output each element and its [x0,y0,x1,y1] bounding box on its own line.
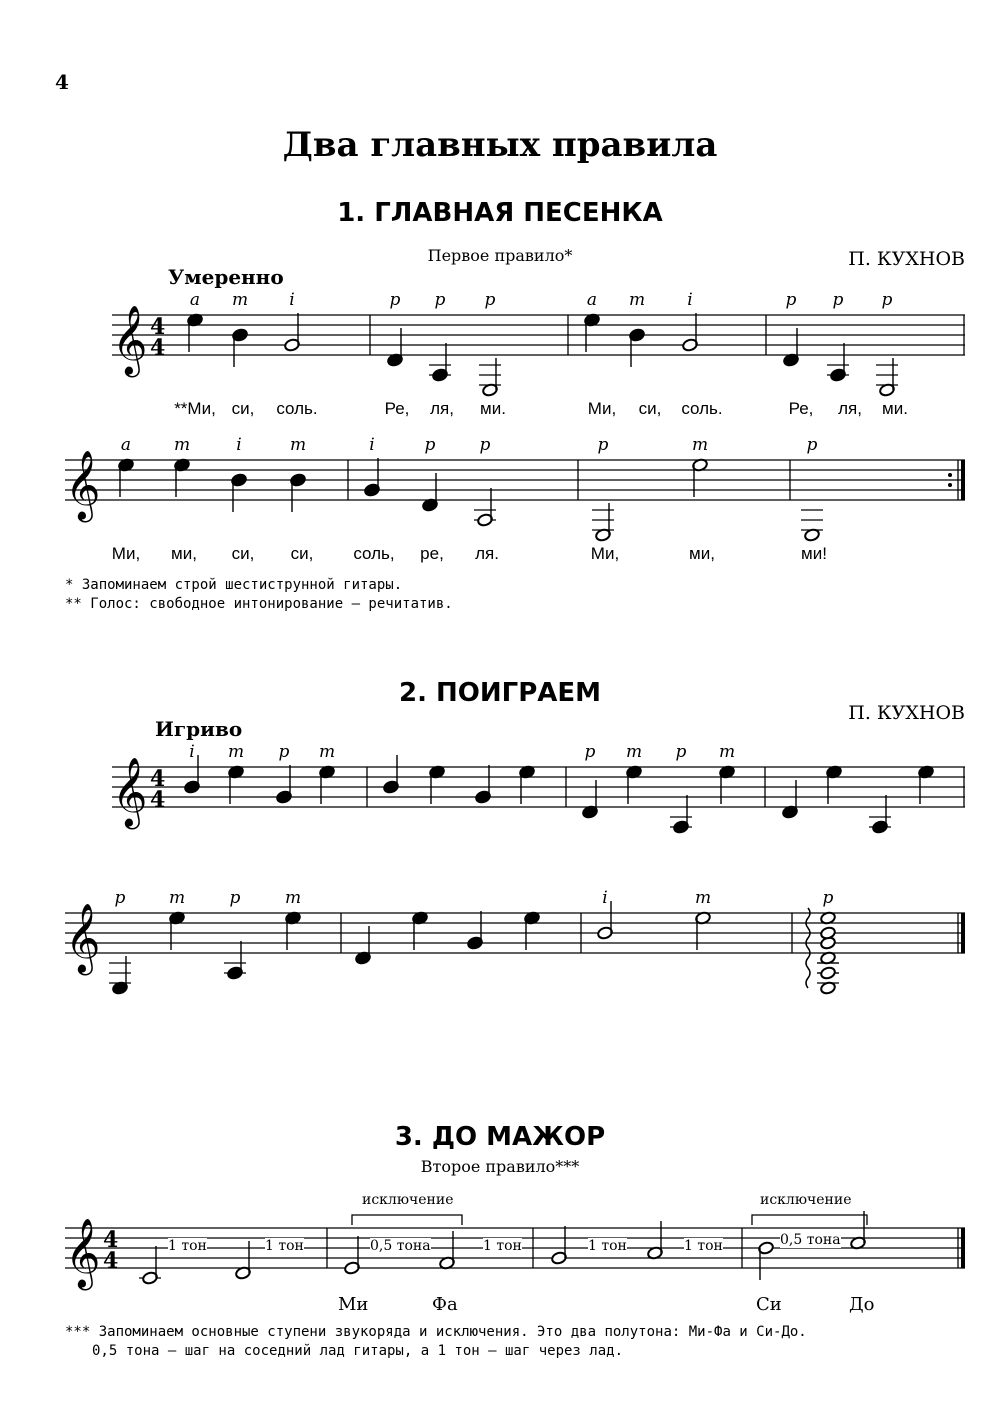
note-p2l1-12 [782,780,799,819]
piece1-staff-2 [0,425,1000,585]
fingering-p2l1-6: p [675,742,687,762]
note-p2l1-13 [826,765,843,804]
note-p1l1-1 [232,328,249,367]
note-p1l2-9 [801,510,823,542]
note-p1l2-0 [118,458,135,497]
fingering-p2l2-0: p [114,888,126,908]
lyric-p1l2-3: си, [290,544,314,563]
note-p1l2-3 [290,473,307,512]
fingering-p1l2-7: p [597,435,609,455]
scale-note-7 [850,1211,867,1250]
note-p1l2-5 [422,473,439,512]
fingering-p2l2-3: m [284,888,302,908]
svg-text:4: 4 [150,787,166,813]
note-p2l2-3 [285,911,302,950]
chord-note-1 [817,963,839,980]
fingering-p2l1-5: m [625,742,643,762]
piece1-staff-1 [0,280,1000,430]
note-p1l1-2 [284,313,301,352]
note-name-do: До [849,1294,875,1315]
fingering-p2l1-3: m [318,742,336,762]
svg-text:4: 4 [103,1248,119,1274]
lyric-p1l2-1: ми, [171,544,197,563]
piece3-heading: 3. ДО МАЖОР [394,1122,606,1152]
fingering-p2l1-7: m [718,742,736,762]
note-p2l1-4 [383,755,400,794]
scale-note-0 [139,1246,161,1285]
fingering-p2l1-2: p [278,742,290,762]
scale-note-4 [551,1226,568,1265]
svg-text:𝄞: 𝄞 [65,450,101,520]
interval-whole-4: 1 тон [588,1238,627,1254]
fingering-p1l1-11: p [881,290,893,310]
lyric-p1l1-5: ми. [480,399,506,418]
lyric-p1l1-8: соль. [681,399,723,418]
svg-text:4: 4 [103,1227,119,1253]
arpeggio-icon [806,908,810,988]
piece2-composer: П. КУХНОВ [848,702,965,724]
lyric-p1l2-0: Ми, [111,544,141,563]
lyric-p1l1-10: ля, [838,399,862,418]
note-p1l1-9 [783,328,800,367]
piece2-tempo: Игриво [155,717,243,741]
piece1-subtitle: Первое правило* [427,246,573,265]
fingering-p1l1-5: p [484,290,496,310]
piece2-staff-2 [0,878,1000,1028]
piece2-heading: 2. ПОИГРАЕМ [398,678,602,708]
svg-text:𝄞: 𝄞 [65,1218,101,1288]
interval-whole-2: 1 тон [265,1238,304,1254]
note-p1l1-6 [584,313,601,352]
chord-note-4 [820,926,837,940]
fingering-p1l2-5: p [424,435,436,455]
note-p2l1-7 [519,765,536,804]
lyric-p1l1-11: ми. [882,399,908,418]
note-p2l1-14 [869,795,891,834]
piece3-footnote-2: 0,5 тона — шаг на соседний лад гитары, а 1 тон — шаг через лад. [92,1343,624,1359]
note-p1l1-5 [479,358,501,397]
lyric-p1l2-9: ми! [801,544,827,563]
fingering-p1l2-6: p [479,435,491,455]
lyric-p1l2-7: Ми, [590,544,620,563]
note-p2l1-1 [228,765,245,804]
note-p1l1-8 [682,313,699,352]
page-title: Два главных правила [282,125,718,165]
note-p2l2-5 [412,911,429,950]
fingering-p2l2-5: m [694,888,712,908]
note-p2l1-8 [582,780,599,819]
lyric-p1l1-7: си, [638,399,662,418]
note-p1l1-4 [429,343,451,382]
lyric-p1l2-2: си, [231,544,255,563]
fingering-p1l1-9: p [785,290,797,310]
scale-note-5 [647,1221,664,1260]
fingering-p1l2-4: i [369,435,375,455]
note-p2l2-1 [169,911,186,950]
note-p1l2-2 [231,473,248,512]
piece3-subtitle: Второе правило*** [420,1157,580,1176]
note-p2l1-11 [719,765,736,804]
fingering-p1l2-8: m [691,435,709,455]
svg-text:4: 4 [150,766,166,792]
piece1-composer: П. КУХНОВ [848,248,965,270]
note-p2l1-9 [626,765,643,804]
piece3-footnote-1: *** Запоминаем основные ступени звукоряда и исключения. Это два полутона: Ми-Фа и Си-До. [65,1324,807,1340]
fingering-p1l1-7: m [628,290,646,310]
scale-note-1 [235,1241,252,1280]
lyric-p1l1-1: си, [231,399,255,418]
fingering-p1l1-10: p [832,290,844,310]
interval-whole-1: 1 тон [168,1238,207,1254]
scale-note-2 [344,1236,361,1275]
page-number: 4 [55,70,69,94]
fingering-p2l1-4: p [584,742,596,762]
fingering-p1l1-4: p [434,290,446,310]
fingering-p1l1-6: a [586,290,598,310]
piece2-staff-1 [0,732,1000,862]
scale-note-6 [758,1241,775,1280]
note-p2l1-6 [475,765,492,804]
fingering-p2l2-6: p [822,888,834,908]
note-p2l2-0 [109,956,131,995]
fingering-p1l1-8: i [687,290,693,310]
piece1-tempo: Умеренно [168,265,284,289]
interval-half-1: 0,5 тона [370,1238,431,1254]
note-p2l1-3 [319,765,336,804]
fingering-p1l2-9: p [806,435,818,455]
note-p2l1-2 [276,765,293,804]
interval-whole-5: 1 тон [684,1238,723,1254]
note-p2l1-15 [918,765,935,804]
note-p2l2-4 [355,926,372,965]
fingering-p1l1-1: m [231,290,249,310]
note-p1l2-4 [364,458,381,497]
fingering-p2l1-0: i [189,742,195,762]
fingering-p1l2-3: m [289,435,307,455]
lyric-p1l1-6: Ми, [587,399,617,418]
fingering-p1l1-0: a [189,290,201,310]
exception-label-1: исключение [362,1192,454,1208]
piece1-footnote-2: ** Голос: свободное интонирование — речитатив. [65,596,453,612]
fingering-p2l2-4: i [602,888,608,908]
note-name-fa: Фа [432,1294,458,1315]
note-p1l2-6 [474,488,496,527]
piece1-heading: 1. ГЛАВНАЯ ПЕСЕНКА [337,198,663,228]
treble-clef-icon: 𝄞 [112,305,148,375]
note-p2l1-10 [670,795,692,834]
svg-text:4: 4 [150,314,166,340]
note-p1l2-8 [692,458,709,497]
note-p2l2-6 [467,911,484,950]
note-p2l2-7 [524,911,541,950]
svg-text:𝄞: 𝄞 [65,903,101,973]
lyric-p1l1-9: Ре, [788,399,814,418]
lyric-p1l2-8: ми, [689,544,715,563]
lyric-p1l2-6: ля. [475,544,499,563]
fingering-p1l1-3: p [389,290,401,310]
note-name-mi: Ми [338,1294,369,1315]
scale-note-3 [439,1231,456,1270]
fingering-p2l1-1: m [227,742,245,762]
fingering-p1l1-2: i [289,290,295,310]
svg-text:4: 4 [150,335,166,361]
note-p1l1-3 [387,328,404,367]
note-p2l1-5 [429,765,446,804]
lyric-p1l1-2: соль. [276,399,318,418]
lyric-p1l1-0: **Ми, [174,399,216,418]
note-p2l2-9 [695,911,712,950]
interval-whole-3: 1 тон [483,1238,522,1254]
fingering-p1l2-0: a [120,435,132,455]
note-p1l1-11 [876,358,898,397]
fingering-p2l2-1: m [168,888,186,908]
fingering-p2l2-2: p [229,888,241,908]
note-p1l1-10 [827,343,849,382]
note-p1l1-0 [187,313,204,352]
lyric-p1l2-4: соль, [353,544,395,563]
lyric-p1l2-5: ре, [420,544,444,563]
fingering-p1l2-2: i [236,435,242,455]
note-p2l2-2 [224,941,246,980]
note-name-si: Си [756,1294,782,1315]
lyric-p1l1-3: Ре, [384,399,410,418]
svg-text:𝄞: 𝄞 [112,757,148,827]
note-p1l2-7 [592,503,614,542]
fingering-p1l2-1: m [173,435,191,455]
piece1-footnote-1: * Запоминаем строй шестиструнной гитары. [65,577,403,593]
note-p1l1-7 [629,328,646,367]
interval-half-2: 0,5 тона [780,1232,841,1248]
note-p1l2-1 [174,458,191,497]
lyric-p1l1-4: ля, [430,399,454,418]
exception-label-2: исключение [760,1192,852,1208]
